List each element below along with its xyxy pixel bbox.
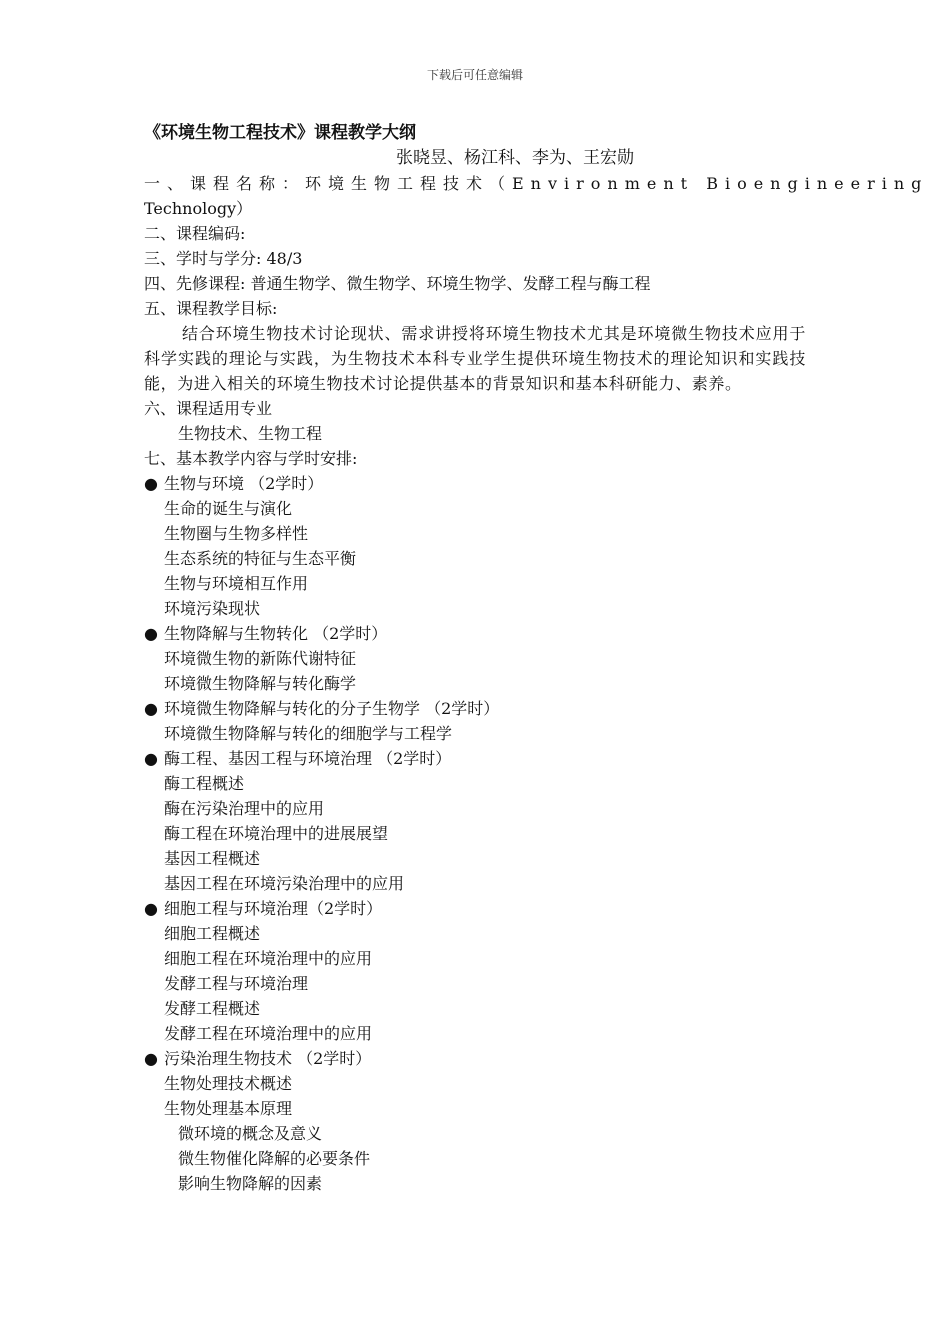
header-note: 下载后可任意编辑 bbox=[426, 68, 523, 82]
section-content-label: 七、基本教学内容与学时安排: bbox=[144, 449, 358, 468]
sub-list-item: 影响生物降解的因素 bbox=[178, 1174, 323, 1193]
section-course-code: 二、课程编码: bbox=[144, 224, 246, 243]
syllabus-content bbox=[144, 120, 929, 1196]
section-objectives-body: 结合环境生物技术讨论现状、需求讲授将环境生物技术尤其是环境微生物技术应用于科学实践的理论与实践，为生物技术本科专业学生提供环境生物技术的理论知识和实践技能，为进入相关的环境生物技术讨论提供基本的背景知识和基本科研能力、素养。 bbox=[144, 324, 806, 393]
list-item: 基因工程在环境污染治理中的应用 bbox=[164, 874, 405, 893]
sub-list-item: 微环境的概念及意义 bbox=[178, 1124, 323, 1143]
list-item: 生物处理技术概述 bbox=[164, 1074, 293, 1093]
list-item: 酶工程在环境治理中的进展展望 bbox=[164, 824, 389, 843]
unit-title: 酶工程、基因工程与环境治理 （2学时） bbox=[164, 749, 452, 768]
list-item: 酶在污染治理中的应用 bbox=[164, 799, 325, 818]
section-majors-label: 六、课程适用专业 bbox=[144, 399, 273, 418]
list-item: 生物处理基本原理 bbox=[164, 1099, 293, 1118]
list-item: 环境微生物降解与转化的细胞学与工程学 bbox=[164, 724, 453, 743]
bullet-icon: ● bbox=[144, 899, 158, 918]
sub-list-item: 微生物催化降解的必要条件 bbox=[178, 1149, 371, 1168]
bullet-icon: ● bbox=[144, 1049, 158, 1068]
unit-heading bbox=[144, 471, 806, 496]
unit-title: 生物与环境 （2学时） bbox=[164, 474, 324, 493]
list-item: 环境微生物的新陈代谢特征 bbox=[164, 649, 357, 668]
unit-title: 环境微生物降解与转化的分子生物学 （2学时） bbox=[164, 699, 500, 718]
bullet-icon: ● bbox=[144, 474, 158, 493]
list-item: 细胞工程在环境治理中的应用 bbox=[164, 949, 373, 968]
list-item: 环境微生物降解与转化酶学 bbox=[164, 674, 357, 693]
unit-heading bbox=[144, 1046, 806, 1071]
list-item: 发酵工程在环境治理中的应用 bbox=[164, 1024, 373, 1043]
list-item: 发酵工程概述 bbox=[164, 999, 261, 1018]
authors: 张晓昱、杨江科、李为、王宏勋 bbox=[396, 148, 634, 168]
list-item: 生态系统的特征与生态平衡 bbox=[164, 549, 357, 568]
list-item: 生物圈与生物多样性 bbox=[164, 524, 309, 543]
bullet-icon: ● bbox=[144, 624, 158, 643]
unit-title: 生物降解与生物转化 （2学时） bbox=[164, 624, 388, 643]
list-item: 生命的诞生与演化 bbox=[164, 499, 293, 518]
document-title: 《环境生物工程技术》课程教学大纲 bbox=[144, 123, 416, 143]
unit-title: 细胞工程与环境治理（2学时） bbox=[164, 899, 383, 918]
section-prerequisites: 四、先修课程: 普通生物学、微生物学、环境生物学、发酵工程与酶工程 bbox=[144, 274, 651, 293]
unit-heading bbox=[144, 696, 806, 721]
section-course-name: 一、课程名称：环境生物工程技术（Environment Bioengineering bbox=[144, 174, 929, 193]
unit-title: 污染治理生物技术 （2学时） bbox=[164, 1049, 372, 1068]
list-item: 细胞工程概述 bbox=[164, 924, 261, 943]
section-course-name-continuation: Technology） bbox=[144, 199, 253, 218]
section-objectives-label: 五、课程教学目标: bbox=[144, 299, 278, 318]
section-majors-body: 生物技术、生物工程 bbox=[178, 424, 323, 443]
bullet-icon: ● bbox=[144, 699, 158, 718]
unit-heading bbox=[144, 746, 806, 771]
list-item: 环境污染现状 bbox=[164, 599, 261, 618]
list-item: 生物与环境相互作用 bbox=[164, 574, 309, 593]
unit-heading bbox=[144, 621, 806, 646]
list-item: 酶工程概述 bbox=[164, 774, 245, 793]
unit-heading bbox=[144, 896, 806, 921]
bullet-icon: ● bbox=[144, 749, 158, 768]
section-hours-credits: 三、学时与学分: 48/3 bbox=[144, 249, 303, 268]
list-item: 基因工程概述 bbox=[164, 849, 261, 868]
list-item: 发酵工程与环境治理 bbox=[164, 974, 309, 993]
